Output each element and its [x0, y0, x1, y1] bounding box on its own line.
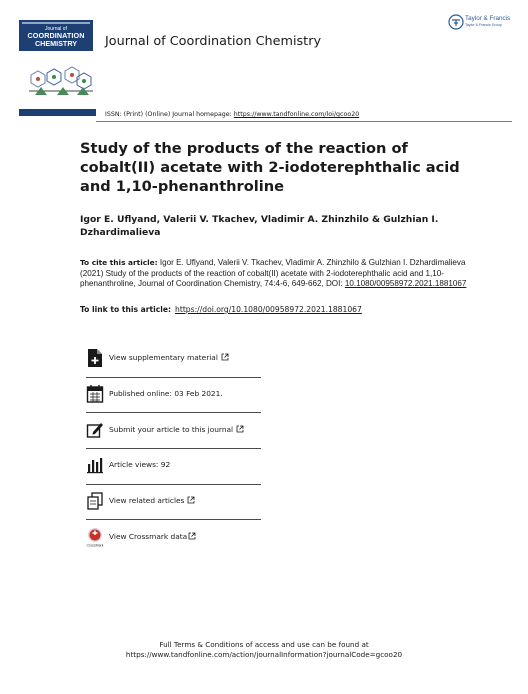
crossmark-label: View Crossmark data: [109, 532, 188, 541]
cite-text: Igor E. Uflyand, Valerii V. Tkachev, Vladimir A. Zhinzhilo & Gulzhian I. Dzhardimalieva (2021) Study of the products of the reaction of cobalt(II) acetate with 2-iodoterephthalic acid and 1,10-phenanthroline, Journal of Coordination Chemistry, 74:4-6, 649-662, DOI:: [80, 258, 466, 288]
cover-title-line2: CHEMISTRY: [34, 39, 78, 48]
external-link-icon: [221, 353, 229, 361]
footer-terms-line: Full Terms & Conditions of access and use can be found at: [159, 640, 369, 649]
link-label: To link to this article:: [80, 305, 172, 314]
publisher-logo-icon: [448, 14, 464, 30]
footer-terms-link[interactable]: https://www.tandfonline.com/action/journalInformation?journalCode=gcoo20: [125, 650, 403, 659]
article-views-item: [86, 455, 260, 481]
issn-text: ISSN: (Print) (Online) Journal homepage:: [105, 111, 234, 118]
supplementary-label: View supplementary material: [109, 353, 218, 362]
calendar-icon: [86, 384, 104, 404]
view-crossmark-item[interactable]: [86, 527, 260, 553]
action-divider: [86, 484, 261, 485]
cover-small-text: Journal of: [45, 26, 67, 32]
article-doi-link[interactable]: https://doi.org/10.1080/00958972.2021.1881067: [175, 305, 362, 314]
cite-label: To cite this article:: [80, 258, 158, 267]
external-link-icon: [236, 425, 244, 433]
external-link-icon: [187, 496, 195, 504]
crossmark-icon: [86, 527, 104, 547]
action-divider: [86, 412, 261, 413]
related-articles-label: View related articles: [109, 496, 185, 505]
citation-block: [80, 258, 480, 290]
journal-cover-thumbnail: [19, 20, 93, 51]
edit-pencil-icon: [86, 420, 104, 440]
article-authors: Igor E. Uflyand, Valerii V. Tkachev, Vladimir A. Zhinzhilo & Gulzhian I. Dzhardimalieva: [80, 214, 439, 238]
view-related-item[interactable]: [86, 491, 260, 517]
header-divider: [96, 121, 512, 122]
cover-title-line1: COORDINATION: [27, 31, 85, 40]
publisher-name: Taylor & Francis: [465, 15, 511, 22]
cite-doi-link[interactable]: 10.1080/00958972.2021.1881067: [344, 279, 467, 288]
issn-homepage-line: [105, 111, 359, 118]
crossmark-caption: CrossMark: [86, 543, 104, 547]
submit-article-item[interactable]: [86, 420, 260, 446]
action-divider: [86, 377, 261, 378]
published-date-item: [86, 384, 260, 410]
document-plus-icon: [86, 348, 104, 368]
bar-chart-icon: [86, 455, 104, 475]
cover-top-stripe: [22, 22, 90, 24]
article-title: Study of the products of the reaction of cobalt(II) acetate with 2-iodoterephthalic acid and 1,10-phenanthroline: [80, 140, 460, 195]
journal-title: Journal of Coordination Chemistry: [105, 34, 322, 49]
article-views-label: Article views: 92: [109, 460, 171, 469]
cover-artwork-image: [27, 65, 95, 99]
publisher-logo: [448, 14, 512, 32]
journal-homepage-link[interactable]: https://www.tandfonline.com/loi/gcoo20: [233, 111, 360, 118]
action-divider: [86, 448, 261, 449]
related-articles-icon: [86, 491, 104, 511]
publisher-tagline: Taylor & Francis Group: [465, 23, 502, 27]
header-accent-bar: [19, 109, 96, 116]
article-link-line: [80, 305, 362, 314]
footer: [0, 640, 528, 660]
published-date-label: Published online: 03 Feb 2021.: [109, 389, 223, 398]
view-supplementary-item[interactable]: [86, 348, 260, 374]
action-divider: [86, 519, 261, 520]
submit-article-label: Submit your article to this journal: [109, 425, 234, 434]
external-link-icon: [188, 532, 196, 540]
